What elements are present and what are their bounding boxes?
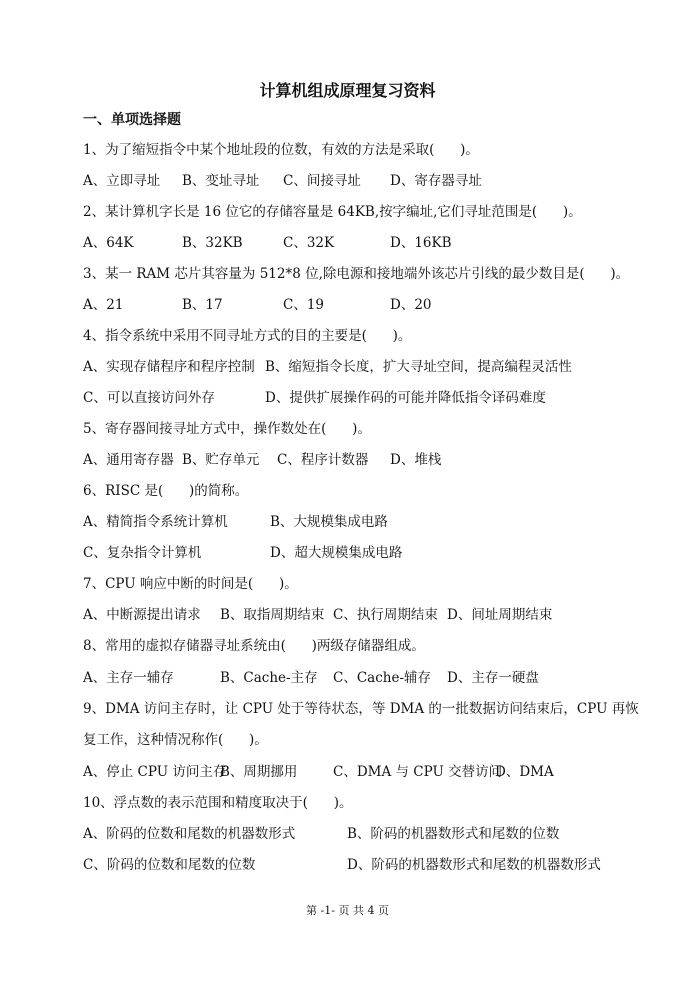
question-1-option-a: A、立即寻址 bbox=[83, 173, 161, 189]
question-9-option-a: A、停止 CPU 访问主存 bbox=[83, 764, 227, 780]
question-8-option-d: D、主存一硬盘 bbox=[447, 670, 539, 686]
page-number-footer: 第 -1- 页 共 4 页 bbox=[306, 904, 389, 917]
question-2-option-a: A、64K bbox=[83, 235, 134, 251]
question-1-option-c: C、间接寻址 bbox=[283, 173, 361, 189]
question-2-option-b: B、32KB bbox=[182, 235, 243, 251]
question-1-option-d: D、寄存器寻址 bbox=[390, 173, 482, 189]
question-8-option-c: C、Cache-辅存 bbox=[333, 670, 432, 686]
document-title: 计算机组成原理复习资料 bbox=[259, 81, 436, 100]
question-3-option-b: B、17 bbox=[182, 297, 223, 313]
question-6-option-d: D、超大规模集成电路 bbox=[270, 545, 403, 561]
question-9-stem-line-2: 复工作，这种情况称作( )。 bbox=[83, 732, 268, 748]
question-6-option-c: C、复杂指令计算机 bbox=[83, 545, 202, 561]
question-6-stem: 6、RISC 是( )的简称。 bbox=[83, 483, 249, 499]
question-7-option-c: C、执行周期结束 bbox=[333, 607, 438, 623]
section-heading: 一、单项选择题 bbox=[83, 112, 181, 128]
question-6-option-a: A、精简指令系统计算机 bbox=[83, 514, 228, 530]
question-5-option-c: C、程序计数器 bbox=[277, 452, 369, 468]
question-1-stem: 1、为了缩短指令中某个地址段的位数，有效的方法是采取( )。 bbox=[83, 142, 479, 158]
question-10-option-d: D、阶码的机器数形式和尾数的机器数形式 bbox=[347, 857, 601, 873]
question-8-option-a: A、主存一辅存 bbox=[83, 670, 174, 686]
question-9-option-c: C、DMA 与 CPU 交替访问 bbox=[333, 764, 503, 780]
question-3-option-a: A、21 bbox=[83, 297, 124, 313]
question-4-option-b: B、缩短指令长度，扩大寻址空间，提高编程灵活性 bbox=[265, 359, 572, 375]
question-4-option-c: C、可以直接访问外存 bbox=[83, 390, 215, 406]
question-3-option-c: C、19 bbox=[283, 297, 325, 313]
question-5-stem: 5、寄存器间接寻址方式中，操作数处在( )。 bbox=[83, 421, 371, 437]
question-5-option-a: A、通用寄存器 bbox=[83, 452, 174, 468]
question-2-option-c: C、32K bbox=[283, 235, 335, 251]
question-9-stem-line-1: 9、DMA 访问主存时，让 CPU 处于等待状态，等 DMA 的一批数据访问结束后，CPU 再恢 bbox=[83, 701, 639, 717]
question-10-stem: 10、浮点数的表示范围和精度取决于( )。 bbox=[83, 795, 353, 811]
question-5-option-d: D、堆栈 bbox=[390, 452, 442, 468]
question-10-option-b: B、阶码的机器数形式和尾数的位数 bbox=[347, 826, 560, 842]
question-6-option-b: B、大规模集成电路 bbox=[270, 514, 388, 530]
question-4-option-d: D、提供扩展操作码的可能并降低指令译码难度 bbox=[265, 390, 546, 406]
question-3-stem: 3、某一 RAM 芯片其容量为 512*8 位,除电源和接地端外该芯片引线的最少数目是( )。 bbox=[83, 266, 630, 282]
question-3-option-d: D、20 bbox=[390, 297, 432, 313]
question-4-stem: 4、指令系统中采用不同寻址方式的目的主要是( )。 bbox=[83, 328, 412, 344]
question-1-option-b: B、变址寻址 bbox=[182, 173, 260, 189]
question-5-option-b: B、贮存单元 bbox=[182, 452, 260, 468]
question-9-option-d: D、DMA bbox=[495, 764, 554, 780]
question-8-stem: 8、常用的虚拟存储器寻址系统由( )两级存储器组成。 bbox=[83, 638, 425, 654]
question-2-option-d: D、16KB bbox=[390, 235, 452, 251]
question-7-option-b: B、取指周期结束 bbox=[220, 607, 325, 623]
question-8-option-b: B、Cache-主存 bbox=[220, 670, 318, 686]
question-9-option-b: B、周期挪用 bbox=[220, 764, 298, 780]
question-7-option-a: A、中断源提出请求 bbox=[83, 607, 201, 623]
question-10-option-a: A、阶码的位数和尾数的机器数形式 bbox=[83, 826, 296, 842]
question-7-option-d: D、间址周期结束 bbox=[447, 607, 553, 623]
question-4-option-a: A、实现存储程序和程序控制 bbox=[83, 359, 255, 375]
question-10-option-c: C、阶码的位数和尾数的位数 bbox=[83, 857, 256, 873]
question-7-stem: 7、CPU 响应中断的时间是( )。 bbox=[83, 576, 298, 592]
question-2-stem: 2、某计算机字长是 16 位它的存储容量是 64KB,按字编址,它们寻址范围是( )。 bbox=[83, 204, 582, 220]
